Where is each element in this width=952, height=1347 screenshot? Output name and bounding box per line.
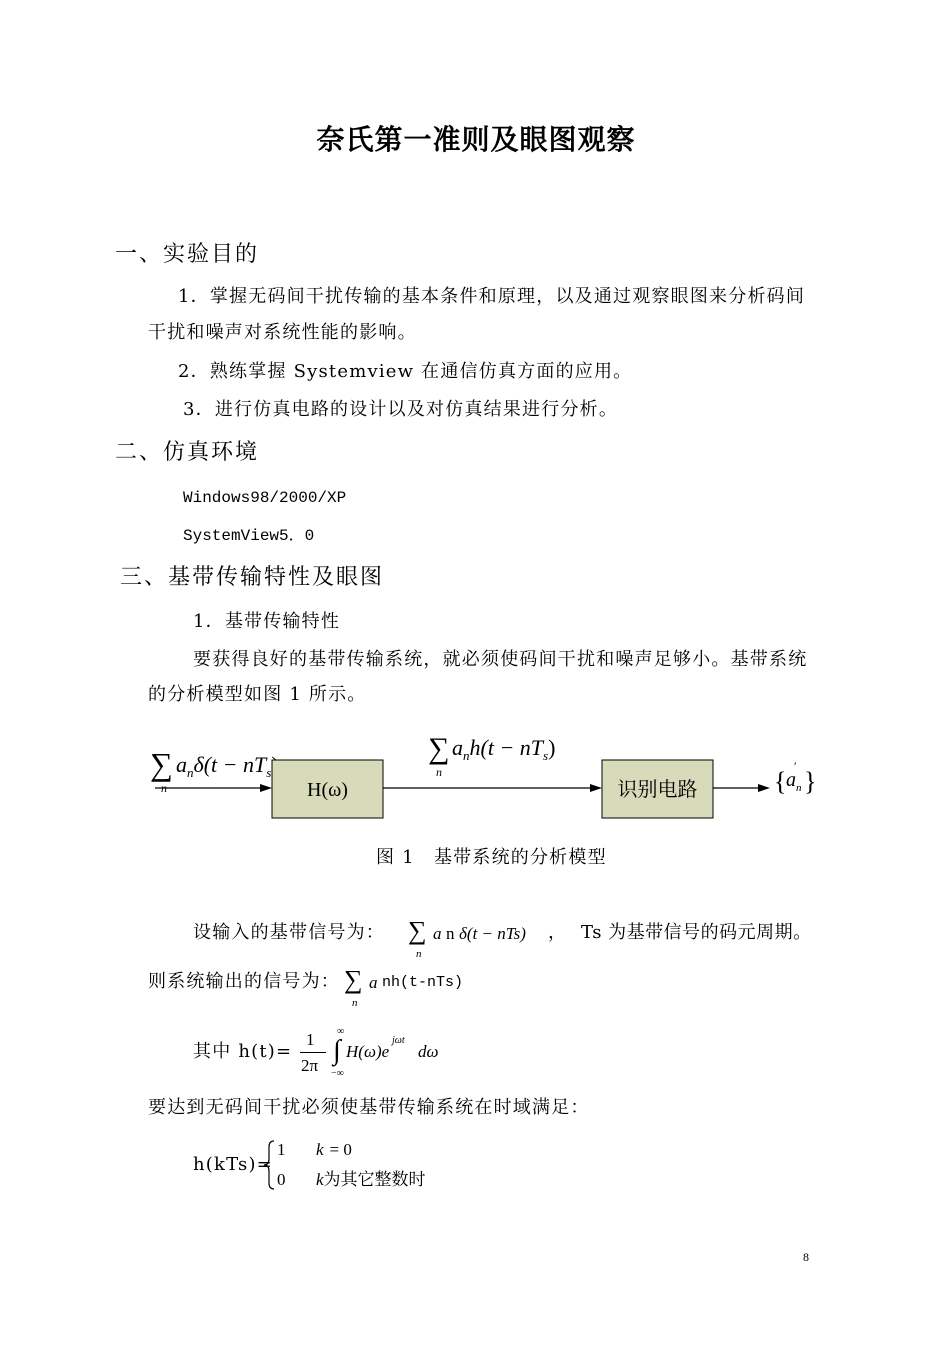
- channel-func: h(t − nT: [469, 735, 544, 760]
- objective-item-1-line-2: 干扰和噪声对系统性能的影响。: [148, 322, 417, 343]
- channel-close-paren: ): [548, 735, 556, 760]
- paragraph-line-1: 要获得良好的基带传输系统，就必须使码间干扰和噪声足够小。基带系统: [193, 649, 808, 670]
- figure-caption: 图 1 基带系统的分析模型: [376, 847, 607, 868]
- cond-eq-case-1: [316, 1140, 352, 1160]
- page-number: 8: [803, 1250, 809, 1264]
- environment-software: SystemView5．0: [183, 527, 315, 545]
- output-symbol: a: [786, 769, 796, 791]
- cond-eq-k-1: k: [316, 1140, 324, 1159]
- cond-eq-value-2: 0: [277, 1170, 286, 1189]
- h-eq-lower-limit: −∞: [331, 1068, 344, 1079]
- cond-eq-case-2: [316, 1170, 426, 1190]
- input-coef: a: [176, 752, 187, 777]
- objective-item-2: 2．熟练掌握 Systemview 在通信仿真方面的应用。: [178, 361, 633, 382]
- subsection-heading: 1．基带传输特性: [193, 611, 341, 632]
- input-arrow-head: [260, 784, 272, 792]
- output-eq-a: a: [369, 973, 378, 992]
- output-eq-index: n: [352, 997, 358, 1009]
- output-prime: ′: [794, 759, 797, 773]
- output-arrow-head: [758, 784, 770, 792]
- left-brace: [262, 1140, 276, 1190]
- input-eq-tail: Ts 为基带信号的码元周期。: [581, 922, 812, 943]
- output-eq-rest: nh(t-nTs): [382, 974, 464, 991]
- input-eq-index: n: [416, 948, 422, 960]
- channel-func-sub: s: [543, 748, 549, 763]
- output-eq-lead: 则系统输出的信号为：: [148, 971, 340, 992]
- section-heading-objectives: 一、实验目的: [115, 242, 260, 267]
- objective-item-3: 3．进行仿真电路的设计以及对仿真结果进行分析。: [183, 399, 619, 420]
- channel-sum-index: n: [436, 765, 442, 779]
- channel-sum-symbol: ∑: [428, 732, 450, 765]
- input-coef-sub: n: [187, 765, 194, 780]
- page-title: 奈氏第一准则及眼图观察: [316, 123, 636, 156]
- input-eq-func: δ(t − nTs): [459, 924, 526, 943]
- output-sub: n: [796, 782, 802, 794]
- middle-arrow-head: [590, 784, 602, 792]
- section-heading-baseband: 三、基带传输特性及眼图: [120, 565, 385, 590]
- output-open-brace: {: [774, 767, 787, 796]
- input-eq-comma: ，: [548, 922, 568, 943]
- output-close-brace: }: [804, 767, 817, 796]
- output-eq-sum: ∑: [344, 965, 363, 994]
- section-heading-environment: 二、仿真环境: [115, 440, 260, 465]
- input-eq-sum: ∑: [408, 916, 427, 945]
- h-eq-body: H(ω)e: [346, 1042, 390, 1061]
- objective-item-1-line-1: 1．掌握无码间干扰传输的基本条件和原理，以及通过观察眼图来分析码间: [178, 286, 806, 307]
- cond-eq-rest-1: = 0: [329, 1140, 352, 1159]
- cond-eq-rest-2: 为其它整数时: [323, 1170, 426, 1190]
- input-sum-index: n: [161, 781, 167, 795]
- input-eq-n: n: [446, 924, 455, 943]
- decision-block-label: 识别电路: [617, 779, 698, 801]
- input-eq-lead: 设输入的基带信号为：: [193, 922, 385, 943]
- channel-coef: a: [452, 735, 463, 760]
- baseband-model-diagram: [130, 720, 830, 830]
- fraction-bar: [300, 1052, 326, 1053]
- integral-symbol: ∫: [333, 1035, 341, 1066]
- channel-coef-sub: n: [463, 748, 470, 763]
- h-eq-tail: dω: [418, 1042, 439, 1061]
- channel-output-expression: [452, 735, 555, 763]
- channel-block-label: H(ω): [307, 779, 348, 801]
- h-eq-superscript: jωt: [392, 1035, 405, 1046]
- input-signal-expression: [176, 752, 279, 780]
- input-eq-a: a: [433, 924, 442, 943]
- cond-eq-lead: h(kTs)=: [193, 1154, 273, 1175]
- h-eq-numerator: 1: [306, 1030, 315, 1049]
- h-eq-lead: 其中 h(t)=: [193, 1041, 293, 1062]
- paragraph-line-2: 的分析模型如图 1 所示。: [148, 684, 367, 705]
- h-eq-denominator: 2π: [301, 1056, 319, 1075]
- input-func: δ(t − nT: [193, 752, 267, 777]
- cond-eq-k-2: k: [316, 1170, 324, 1189]
- environment-os: Windows98/2000/XP: [183, 489, 347, 507]
- cond-eq-value-1: 1: [277, 1140, 286, 1159]
- h-eq-upper-limit: ∞: [337, 1026, 345, 1037]
- input-func-sub: s: [266, 765, 272, 780]
- input-sum-symbol: ∑: [150, 746, 173, 782]
- condition-text: 要达到无码间干扰必须使基带传输系统在时域满足：: [148, 1097, 590, 1118]
